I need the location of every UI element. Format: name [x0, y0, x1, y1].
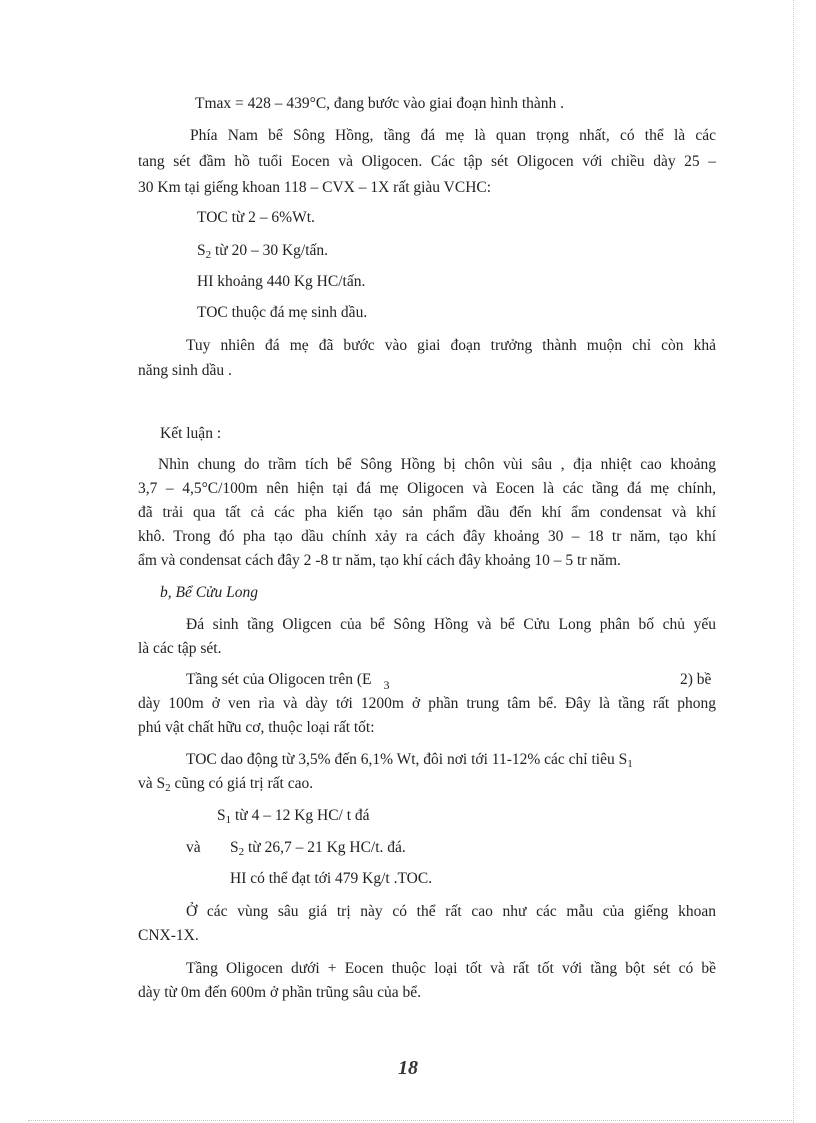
- deep-line-2: CNX-1X.: [138, 927, 199, 944]
- toc-range-2-b: cũng có giá trị rất cao.: [170, 775, 314, 792]
- layer-line-left-text: Tầng sét của Oligocen trên (E: [186, 671, 372, 688]
- s1-subscript: 1: [225, 814, 232, 826]
- mature-para-line-1: Tuy nhiên đá mẹ đã bước vào giai đoạn trưởng thành muộn chỉ còn khả: [186, 337, 716, 354]
- mature-para-line-2: năng sinh dầu .: [138, 362, 232, 379]
- toc-item: TOC từ 2 – 6%Wt.: [197, 209, 315, 226]
- tmax-line: Tmax = 428 – 439°C, đang bước vào giai đoạn hình thành .: [195, 95, 565, 112]
- conclusion-line-5: ẩm và condensat cách đây 2 -8 tr năm, tạo khí cách đây khoảng 10 – 5 tr năm.: [138, 552, 621, 569]
- conclusion-line-1: Nhìn chung do trầm tích bể Sông Hồng bị chôn vùi sâu , địa nhiệt cao khoảng: [158, 456, 716, 473]
- south-para-line-3: 30 Km tại giếng khoan 118 – CVX – 1X rất giàu VCHC:: [138, 179, 492, 196]
- toc-range-line: [186, 750, 633, 770]
- hi-item: HI khoảng 440 Kg HC/tấn.: [197, 273, 366, 290]
- page-border-bottom: [28, 1120, 794, 1121]
- s2-text: từ 20 – 30 Kg/tấn.: [211, 242, 329, 259]
- s2-item: [197, 241, 328, 261]
- toc-range-line-2: [138, 774, 313, 794]
- layer-line-2: dày 100m ở ven rìa và dày tới 1200m ở phần trung tâm bể. Đây là tầng rất phong: [138, 695, 716, 712]
- s2-cl-symbol: S: [230, 839, 239, 856]
- s2-cuu-long-item: [230, 838, 406, 858]
- toc-range-sub: 1: [627, 758, 633, 770]
- toc-range-2-a: và S: [138, 775, 166, 792]
- cuu-long-intro-1: Đá sinh tầng Oligcen của bể Sông Hồng và bể Cửu Long phân bố chủ yếu: [186, 616, 716, 633]
- toc-range-text: TOC dao động từ 3,5% đến 6,1% Wt, đôi nơi tới 11-12% các chỉ tiêu S: [186, 751, 628, 768]
- s2-cl-text: từ 26,7 – 21 Kg HC/t. đá.: [244, 839, 406, 856]
- layer-subscript: 3: [383, 678, 390, 692]
- s2-cl-subscript: 2: [238, 846, 245, 858]
- toc-type-item: TOC thuộc đá mẹ sinh dầu.: [197, 304, 368, 321]
- layer-line-right: 2) bề: [680, 671, 712, 688]
- s1-item: [217, 806, 370, 826]
- conclusion-heading: Kết luận :: [160, 425, 222, 442]
- s2-subscript: 2: [205, 249, 212, 261]
- conclusion-line-3: đã trải qua tất cả các pha kiến tạo sản phẩm dầu đến khí ẩm condensat và khí: [138, 504, 716, 521]
- s1-text: từ 4 – 12 Kg HC/ t đá: [231, 807, 370, 824]
- south-para-line-2: tang sét đầm hồ tuổi Eocen và Oligocen. Các tập sét Oligocen với chiều dày 25 –: [138, 153, 716, 170]
- cuu-long-heading: b, Bể Cửu Long: [160, 584, 259, 601]
- layer-line-3: phú vật chất hữu cơ, thuộc loại rất tốt:: [138, 719, 375, 736]
- south-para-line-1: Phía Nam bể Sông Hồng, tầng đá mẹ là quan trọng nhất, có thể là các: [190, 127, 716, 144]
- layer-line-left: [186, 670, 390, 695]
- s2-symbol: S: [197, 242, 206, 259]
- hi-cuu-long-item: HI có thể đạt tới 479 Kg/t .TOC.: [230, 870, 433, 887]
- cuu-long-intro-2: là các tập sét.: [138, 640, 222, 657]
- deep-line-1: Ở các vùng sâu giá trị này có thể rất cao như các mẫu của giếng khoan: [186, 903, 716, 920]
- toc-range-2-sub: 2: [165, 782, 171, 794]
- and-word: và: [186, 839, 201, 856]
- page-border-right: [793, 0, 794, 1123]
- lower-line-1: Tầng Oligocen dưới + Eocen thuộc loại tốt và rất tốt với tầng bột sét có bề: [186, 960, 716, 977]
- conclusion-line-4: khô. Trong đó pha tạo dầu chính xảy ra cách đây khoảng 30 – 18 tr năm, tạo khí: [138, 528, 716, 545]
- lower-line-2: dày từ 0m đến 600m ở phần trũng sâu của bể.: [138, 984, 422, 1001]
- s1-symbol: S: [217, 807, 226, 824]
- conclusion-line-2: 3,7 – 4,5°C/100m nên hiện tại đá mẹ Oligocen và Eocen là các tầng đá mẹ chính,: [138, 480, 716, 497]
- page-number: 18: [398, 1057, 418, 1079]
